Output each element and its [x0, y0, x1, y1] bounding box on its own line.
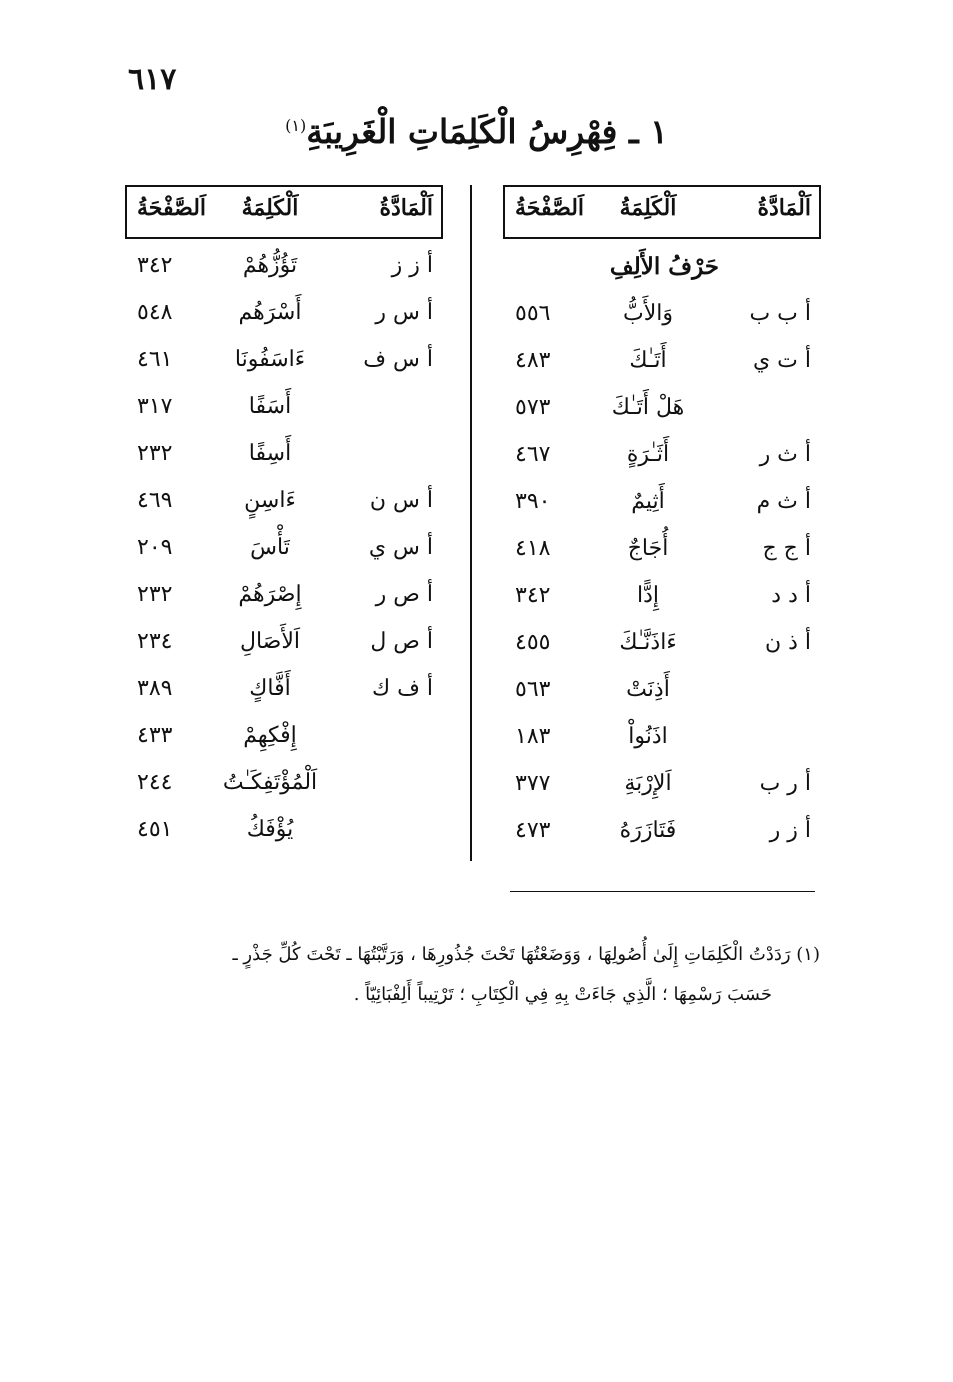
- root-cell: أ ز ز: [391, 253, 433, 278]
- table-row: [503, 432, 821, 479]
- page-cell: ٤٣٣: [137, 723, 173, 748]
- word-cell: أَثِيمٌ: [631, 489, 665, 514]
- root-cell: أ س ي: [368, 535, 433, 560]
- footnote-line-1: (١) رَدَدْتُ الْكَلِمَاتِ إِلَىٰ أُصُولِهَا ، وَوَضَعْتُهَا تَحْتَ جُذُورِهَا ، وَرَتَّبْتُهَا ـ تَحْتَ كُلِّ جَذْرٍ ـ: [232, 944, 820, 965]
- table-row: [125, 337, 443, 384]
- word-cell: ءَاسِنٍ: [244, 488, 296, 513]
- word-cell: اذَنُواْ: [628, 724, 668, 749]
- root-cell: أ ر ب: [759, 771, 811, 796]
- page-cell: ٢٣٢: [137, 441, 173, 466]
- word-cell: ءَاسَفُونَا: [234, 347, 306, 372]
- root-cell: أ ف ك: [371, 676, 433, 701]
- table-row: [503, 761, 821, 808]
- section-heading-text: حَرْفُ الأَلِفِ: [609, 253, 719, 280]
- word-cell: أَتَـٰكَ: [629, 348, 667, 373]
- header-madda: اَلْمَادَّةُ: [757, 195, 811, 221]
- root-cell: أ ث م: [756, 489, 811, 514]
- root-cell: أ س ف: [363, 347, 433, 372]
- word-cell: اَلْمُؤْتَفِكَـٰتُ: [222, 770, 318, 795]
- root-cell: أ ث ر: [759, 442, 811, 467]
- index-column-left: [125, 185, 443, 854]
- word-cell: إِصْرَهُمْ: [238, 582, 302, 607]
- footnote-rule: [510, 891, 815, 892]
- title-footnote-marker: (١): [285, 116, 307, 135]
- table-row: [125, 760, 443, 807]
- page-cell: ٥٦٣: [515, 677, 551, 702]
- word-cell: أَسْرَهُم: [238, 300, 302, 325]
- table-row: [125, 572, 443, 619]
- column-divider: [470, 185, 472, 861]
- header-safha: اَلصَّفْحَةُ: [137, 195, 207, 221]
- page-cell: ٢٣٢: [137, 582, 173, 607]
- word-cell: أُجَاجٌ: [627, 536, 669, 561]
- page-cell: ٤٥١: [137, 817, 173, 842]
- word-cell: أَثَـٰرَةٍ: [626, 442, 670, 467]
- column-header: [125, 185, 443, 239]
- word-cell: تَؤُزُّهُمْ: [242, 253, 298, 278]
- table-row: [503, 714, 821, 761]
- root-cell: أ د د: [771, 583, 811, 608]
- table-row: [503, 338, 821, 385]
- table-row: [503, 385, 821, 432]
- word-cell: ءَاذَنَّـٰكَ: [619, 630, 677, 655]
- page-cell: ٣٤٢: [137, 253, 173, 278]
- root-cell: أ ذ ن: [764, 630, 811, 655]
- table-row: [125, 431, 443, 478]
- page-cell: ٤١٨: [515, 536, 551, 561]
- page-cell: ٣٤٢: [515, 583, 551, 608]
- footnote: [135, 935, 820, 1015]
- word-cell: أَسِفًا: [248, 441, 292, 466]
- page-cell: ٥٥٦: [515, 301, 551, 326]
- word-cell: أَسَفًا: [248, 394, 292, 419]
- root-cell: أ ج ج: [762, 536, 811, 561]
- table-row: [125, 243, 443, 290]
- root-cell: أ ز ر: [769, 818, 811, 843]
- page-cell: ٢٣٤: [137, 629, 173, 654]
- table-row: [125, 666, 443, 713]
- word-cell: يُؤْفَكُ: [246, 817, 294, 842]
- word-cell: تَأْسَ: [250, 535, 290, 560]
- index-column-right: [503, 185, 821, 855]
- word-cell: أَفَّاكٍ: [249, 676, 291, 701]
- root-cell: أ ت ي: [752, 348, 811, 373]
- header-madda: اَلْمَادَّةُ: [379, 195, 433, 221]
- table-row: [503, 808, 821, 855]
- column-header: [503, 185, 821, 239]
- header-kalima: اَلْكَلِمَةُ: [241, 195, 299, 221]
- header-kalima: اَلْكَلِمَةُ: [619, 195, 677, 221]
- word-cell: اَلأَصَالِ: [239, 629, 301, 654]
- table-row: [503, 573, 821, 620]
- page-title-text: ١ ـ فِهْرِسُ الْكَلِمَاتِ الْغَرِيبَةِ: [306, 112, 668, 151]
- table-row: [125, 384, 443, 431]
- table-row: [503, 667, 821, 714]
- root-cell: أ ب ب: [749, 301, 811, 326]
- page-number: ٦١٧: [128, 62, 177, 97]
- root-cell: أ ص ر: [375, 582, 433, 607]
- page-cell: ١٨٣: [515, 724, 551, 749]
- section-heading: [503, 239, 821, 291]
- footnote-line-2: حَسَبَ رَسْمِهَا ؛ الَّذِي جَاءَتْ بِهِ فِي الْكِتَابِ ؛ تَرْتِيباً أَلِفْبَائِيّاً .: [353, 984, 772, 1005]
- word-cell: أَذِنَتْ: [626, 677, 670, 702]
- table-row: [125, 713, 443, 760]
- page-cell: ٤٨٣: [515, 348, 551, 373]
- table-row: [503, 479, 821, 526]
- left-rows: [125, 243, 443, 854]
- header-safha: اَلصَّفْحَةُ: [515, 195, 585, 221]
- page-cell: ٤٧٣: [515, 818, 551, 843]
- word-cell: اَلإِرْبَةِ: [624, 771, 672, 796]
- word-cell: إِدًّا: [636, 583, 660, 608]
- root-cell: أ س ن: [369, 488, 433, 513]
- page-cell: ٣٧٧: [515, 771, 551, 796]
- page-cell: ٣١٧: [137, 394, 173, 419]
- table-row: [125, 807, 443, 854]
- word-cell: هَلْ أَتَـٰكَ: [611, 395, 685, 420]
- page-cell: ٣٩٠: [515, 489, 551, 514]
- table-row: [125, 290, 443, 337]
- right-rows: [503, 291, 821, 855]
- page-cell: ٥٤٨: [137, 300, 173, 325]
- page-cell: ٥٧٣: [515, 395, 551, 420]
- root-cell: أ ص ل: [370, 629, 433, 654]
- page-cell: ٤٦١: [137, 347, 173, 372]
- word-cell: وَالأَبُّ: [623, 301, 673, 326]
- table-row: [125, 525, 443, 572]
- table-row: [125, 619, 443, 666]
- table-row: [503, 291, 821, 338]
- page-cell: ٣٨٩: [137, 676, 173, 701]
- table-row: [503, 526, 821, 573]
- page-cell: ٤٥٥: [515, 630, 551, 655]
- table-row: [503, 620, 821, 667]
- word-cell: فَتَازَرَهُ: [619, 818, 677, 843]
- word-cell: إِفْكِهِمْ: [243, 723, 297, 748]
- page-title: [0, 112, 953, 151]
- page-cell: ٤٦٩: [137, 488, 173, 513]
- page-cell: ٤٦٧: [515, 442, 551, 467]
- page-cell: ٢٠٩: [137, 535, 173, 560]
- table-row: [125, 478, 443, 525]
- root-cell: أ س ر: [375, 300, 433, 325]
- page-cell: ٢٤٤: [137, 770, 173, 795]
